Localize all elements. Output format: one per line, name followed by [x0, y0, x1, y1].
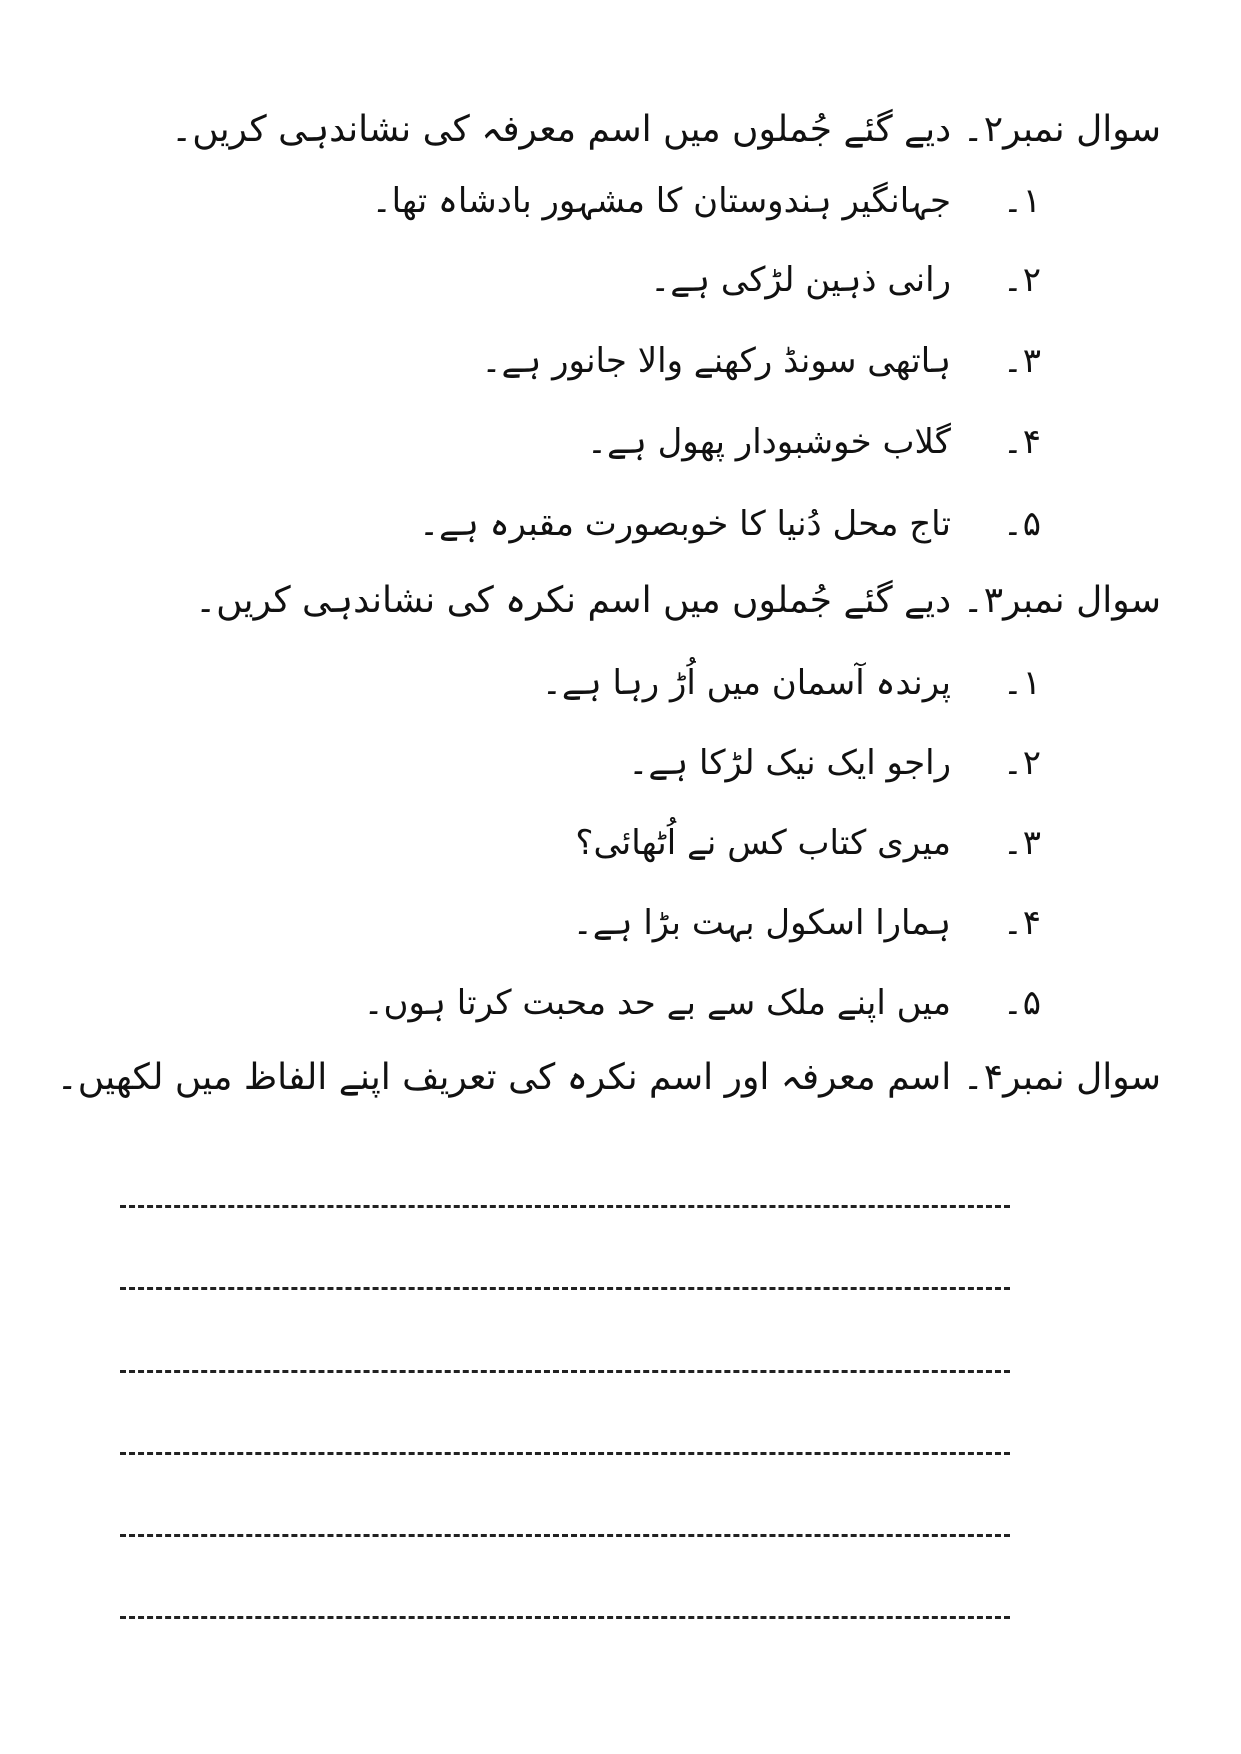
item-number: ۲۔	[1002, 260, 1041, 300]
question-2-item-5	[419, 504, 1041, 544]
item-text: رانی ذہین لڑکی ہے۔	[650, 260, 951, 300]
item-text: گلاب خوشبودار پھول ہے۔	[587, 422, 951, 462]
item-number: ۵۔	[1002, 983, 1041, 1023]
item-number: ۱۔	[1002, 181, 1041, 221]
answer-line-3[interactable]	[120, 1370, 1010, 1373]
item-number: ۴۔	[1002, 422, 1041, 462]
item-text: تاج محل دُنیا کا خوبصورت مقبرہ ہے۔	[419, 504, 951, 544]
question-3-heading: سوال نمبر۳۔ دیے گئے جُملوں میں اسم نکرہ کی نشاندہی کریں۔	[195, 580, 1161, 621]
item-number: ۲۔	[1002, 743, 1041, 783]
answer-line-6[interactable]	[120, 1616, 1010, 1619]
question-3-item-2	[628, 743, 1041, 783]
item-number: ۵۔	[1002, 504, 1041, 544]
question-3-item-4	[572, 903, 1041, 943]
item-text: پرندہ آسمان میں اُڑ رہا ہے۔	[541, 663, 951, 703]
answer-line-2[interactable]	[120, 1287, 1010, 1290]
item-number: ۳۔	[1002, 341, 1041, 381]
answer-line-1[interactable]	[120, 1205, 1010, 1208]
item-text: میری کتاب کس نے اُٹھائی؟	[575, 823, 951, 863]
question-2-heading: سوال نمبر۲۔ دیے گئے جُملوں میں اسم معرفہ کی نشاندہی کریں۔	[171, 109, 1161, 150]
answer-line-4[interactable]	[120, 1452, 1010, 1455]
question-3-item-1	[541, 663, 1041, 703]
item-text: جہانگیر ہندوستان کا مشہور بادشاہ تھا۔	[371, 181, 951, 221]
question-2-item-4	[587, 422, 1041, 462]
item-number: ۴۔	[1002, 903, 1041, 943]
question-3-item-5	[363, 983, 1041, 1023]
item-number: ۱۔	[1002, 663, 1041, 703]
question-2-item-3	[481, 341, 1041, 381]
answer-line-5[interactable]	[120, 1534, 1010, 1537]
question-3-item-3	[575, 823, 1041, 863]
question-4-heading: سوال نمبر۴۔ اسم معرفہ اور اسم نکرہ کی تعریف اپنے الفاظ میں لکھیں۔	[56, 1057, 1161, 1098]
item-text: ہمارا اسکول بہت بڑا ہے۔	[572, 903, 951, 943]
item-text: ہاتھی سونڈ رکھنے والا جانور ہے۔	[481, 341, 951, 381]
item-text: میں اپنے ملک سے بے حد محبت کرتا ہوں۔	[363, 983, 951, 1023]
question-2-item-2	[650, 260, 1041, 300]
item-text: راجو ایک نیک لڑکا ہے۔	[628, 743, 951, 783]
question-2-item-1	[371, 181, 1041, 221]
item-number: ۳۔	[1002, 823, 1041, 863]
